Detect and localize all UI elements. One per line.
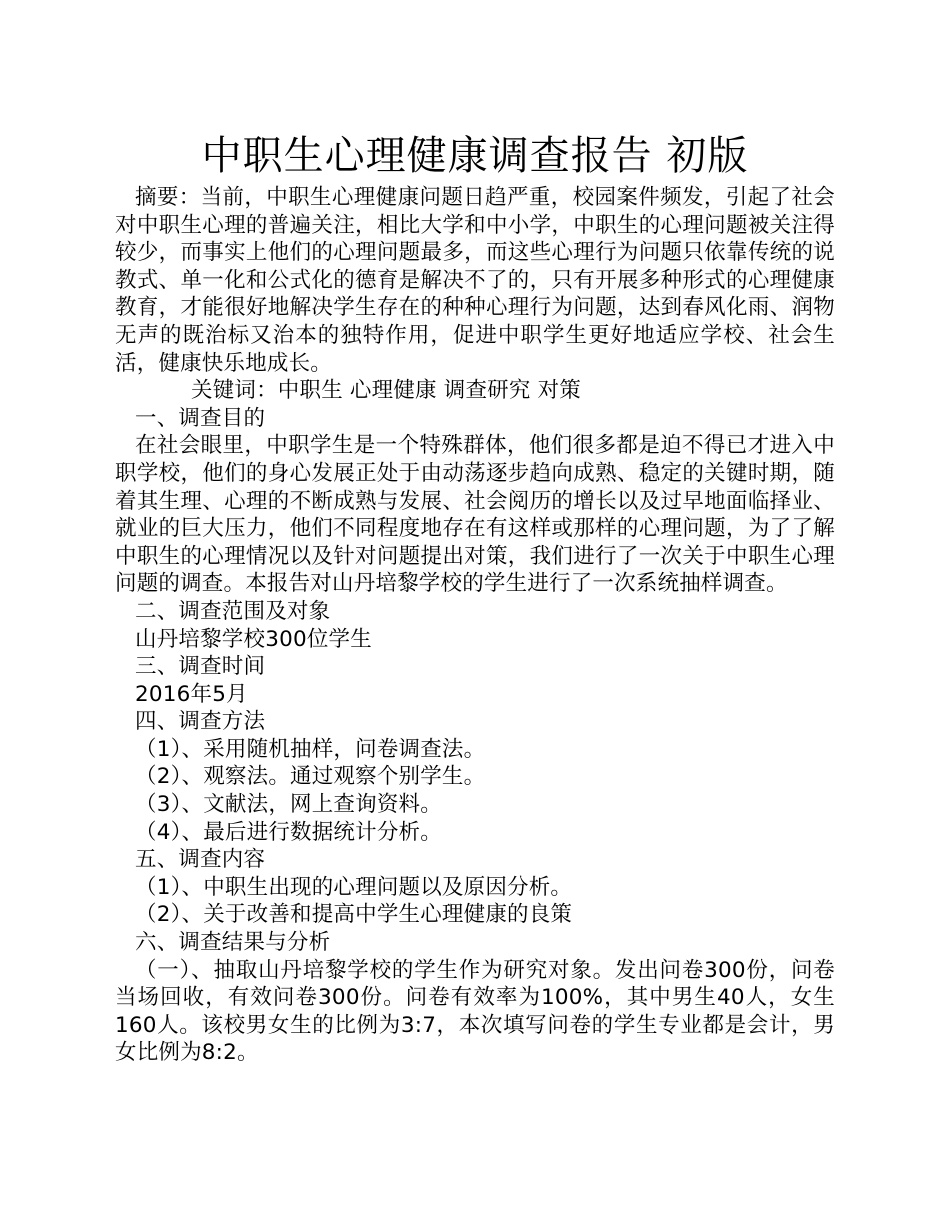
section-2-heading: 二、调查范围及对象: [135, 598, 331, 624]
section-2-body: 山丹培黎学校300位学生: [135, 626, 372, 652]
section-3-heading: 三、调查时间: [135, 654, 266, 680]
list-item: （1）、中职生出现的心理问题以及原因分析。: [135, 874, 573, 900]
list-item: （3）、文献法，网上查询资料。: [135, 792, 442, 818]
list-item: （4）、最后进行数据统计分析。: [135, 819, 442, 845]
section-6-heading: 六、调查结果与分析: [135, 930, 331, 956]
section-6-body: （一）、抽取山丹培黎学校的学生作为研究对象。发出问卷300份，问卷当场回收，有效问卷300份。问卷有效率为100%，其中男生40人，女生160人。该校男女生的比例为3:7，本次填写问卷的学生专业都是会计，男女比例为8:2。: [115, 957, 835, 1066]
document-page: [115, 128, 835, 1067]
keywords-line: 关键词：中职生 心理健康 调查研究 对策: [191, 378, 582, 404]
section-4-heading: 四、调查方法: [135, 709, 266, 735]
section-3-body: 2016年5月: [135, 681, 248, 707]
section-1-heading: 一、调查目的: [135, 405, 266, 431]
list-item: （2）、关于改善和提高中学生心理健康的良策: [135, 902, 573, 928]
abstract-paragraph: 摘要：当前，中职生心理健康问题日趋严重，校园案件频发，引起了社会对中职生心理的普遍关注，相比大学和中小学，中职生的心理问题被关注得较少，而事实上他们的心理问题最多，而这些心理行为问题只依靠传统的说教式、单一化和公式化的德育是解决不了的，只有开展多种形式的心理健康教育，才能很好地解决学生存在的种种心理行为问题，达到春风化雨、润物无声的既治标又治本的独特作用，促进中职学生更好地适应学校、社会生活，健康快乐地成长。: [115, 185, 835, 376]
list-item: （2）、观察法。通过观察个别学生。: [135, 764, 486, 790]
section-1-body: 在社会眼里，中职学生是一个特殊群体，他们很多都是迫不得已才进入中职学校，他们的身心发展正处于由动荡逐步趋向成熟、稳定的关键时期，随着其生理、心理的不断成熟与发展、社会阅历的增长以及过早地面临择业、就业的巨大压力，他们不同程度地存在有这样或那样的心理问题，为了了解中职生的心理情况以及针对问题提出对策，我们进行了一次关于中职生心理问题的调查。本报告对山丹培黎学校的学生进行了一次系统抽样调查。: [115, 433, 835, 597]
list-item: （1）、采用随机抽样，问卷调查法。: [135, 736, 486, 762]
section-5-heading: 五、调查内容: [135, 847, 266, 873]
document-title: 中职生心理健康调查报告 初版: [201, 133, 749, 179]
